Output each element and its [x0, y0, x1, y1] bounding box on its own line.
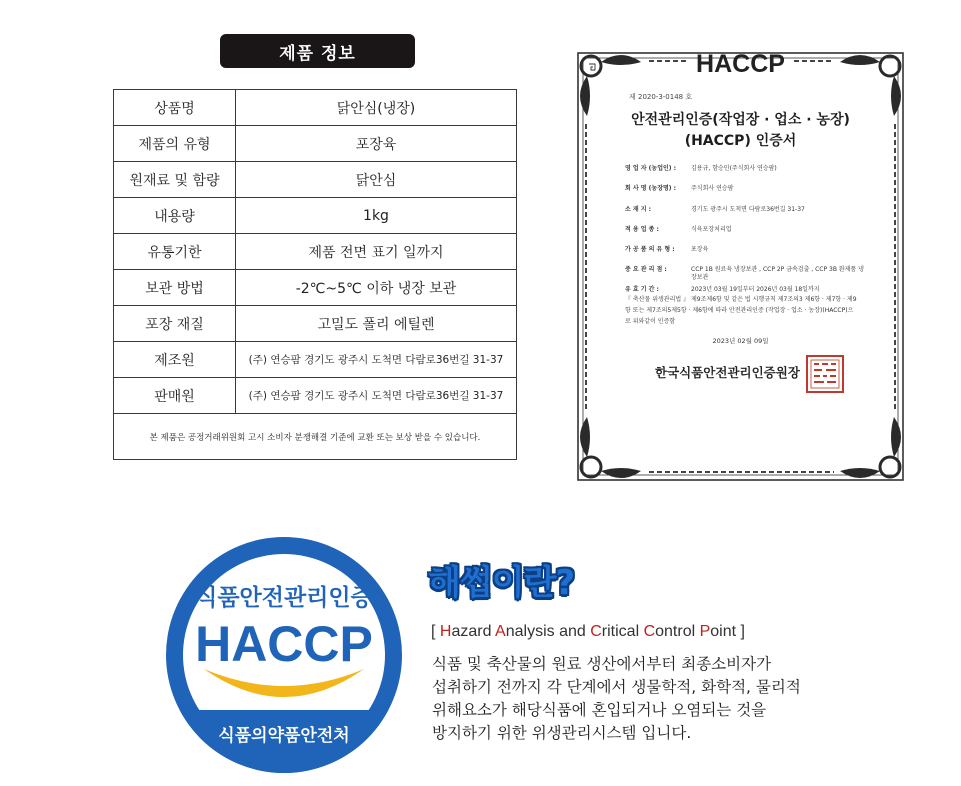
row-value-product-name: 닭안심(냉장): [236, 90, 517, 126]
certificate-title: [569, 110, 912, 152]
acronym-close: ]: [736, 623, 745, 640]
row-value-net-weight: 1kg: [236, 198, 517, 234]
certificate-brand: HACCP: [696, 50, 785, 78]
certificate-issuer: 한국식품안전관리인증원장: [655, 365, 800, 380]
product-info-title: 제품 정보: [220, 34, 415, 68]
description-line: 섭취하기 전까지 각 단계에서 생물학적, 화학적, 물리적: [432, 678, 801, 696]
row-label-seller: 판매원: [114, 378, 236, 414]
haccp-description: [432, 653, 852, 745]
description-line: 식품 및 축산물의 원료 생산에서부터 최종소비자가: [432, 655, 772, 673]
table-row: [114, 90, 517, 126]
row-label-net-weight: 내용량: [114, 198, 236, 234]
certificate-field: [625, 206, 865, 214]
certificate-title-line1: 안전관리인증(작업장 · 업소 · 농장): [631, 112, 850, 128]
row-value-expiry: 제품 전면 표기 일까지: [236, 234, 517, 270]
acronym-a: A: [495, 623, 506, 640]
acronym-a-rest: nalysis and: [505, 623, 591, 640]
row-label-expiry: 유통기한: [114, 234, 236, 270]
certificate-date: 2023년 02월 09일: [712, 337, 769, 345]
logo-bottom-text: 식품의약품안전처: [218, 726, 350, 746]
description-line: 방지하기 위한 위생관리시스템 입니다.: [432, 724, 692, 742]
row-value-ingredients: 닭안심: [236, 162, 517, 198]
field-key: 영 업 자 (농업인) :: [625, 165, 677, 172]
official-seal-icon: [805, 354, 845, 394]
row-label-packaging: 포장 재질: [114, 306, 236, 342]
row-label-ingredients: 원재료 및 함량: [114, 162, 236, 198]
certificate-field: [625, 165, 865, 173]
certificate-number: 제 2020-3-0148 호: [629, 93, 693, 101]
field-key: 가 공 품 의 유 형 :: [625, 246, 675, 254]
table-row: [114, 126, 517, 162]
acronym-open: [: [431, 623, 440, 640]
certificate-field: [625, 266, 865, 282]
field-value: 김용규, 함승민(주식회사 연승팜): [691, 165, 777, 172]
table-row: [114, 198, 517, 234]
row-label-type: 제품의 유형: [114, 126, 236, 162]
row-value-storage: -2℃~5℃ 이하 냉장 보관: [236, 270, 517, 306]
field-key: 회 사 명 (농장명) :: [625, 185, 677, 193]
acronym-c: C: [590, 623, 602, 640]
table-row: [114, 162, 517, 198]
logo-top-text: 식품안전관리인증: [195, 585, 373, 611]
table-row: [114, 270, 517, 306]
table-row: [114, 306, 517, 342]
acronym-p-rest: oint: [710, 623, 737, 640]
acronym-p: P: [699, 623, 711, 640]
certificate-body: 『 축산물 위생관리법 』 제9조제6항 및 같은 법 시행규칙 제7조의3 제6항 · 제7항 · 제9항 또는 제7조의5제5항 · 제6항에 따라 안전관리인증 (작업장 · 업소 · 농장)(HACCP)으로 위와같이 인증함: [625, 296, 857, 325]
row-value-packaging: 고밀도 폴리 에틸렌: [236, 306, 517, 342]
table-row: [114, 234, 517, 270]
what-is-haccp-heading: 해썹이란?: [428, 563, 575, 603]
row-value-manufacturer: (주) 연승팜 경기도 광주시 도척면 다람로36번길 31-37: [236, 342, 517, 378]
certificate-field: [625, 226, 865, 234]
certificate-fields: [625, 165, 865, 307]
certificate-field: [625, 185, 865, 193]
field-value: 2023년 03월 19일부터 2026년 03월 18일까지: [691, 286, 820, 294]
table-row: [114, 378, 517, 414]
acronym-h: H: [439, 623, 452, 640]
field-value: 주식회사 연승팜: [691, 185, 734, 193]
table-row: [114, 414, 517, 460]
certificate-field: [625, 246, 865, 254]
product-info-table: [113, 89, 517, 460]
row-value-seller: (주) 연승팜 경기도 광주시 도척면 다람로36번길 31-37: [236, 378, 517, 414]
haccp-certificate: [569, 44, 912, 489]
haccp-logo: [164, 535, 404, 775]
acronym-c-rest: ritical: [601, 623, 644, 640]
field-key: 중 요 관 리 점 :: [625, 266, 667, 274]
row-label-storage: 보관 방법: [114, 270, 236, 306]
haccp-acronym: [431, 623, 745, 641]
field-key: 적 용 업 종 :: [625, 225, 659, 233]
consumer-notice: 본 제품은 공정거래위원회 고시 소비자 분쟁해결 기준에 교환 또는 보상 받을 수 있습니다.: [114, 414, 517, 460]
acronym-h-rest: azard: [451, 623, 496, 640]
field-key: 유 효 기 간 :: [625, 286, 659, 294]
acronym-c2: C: [643, 623, 656, 640]
logo-main-text: HACCP: [195, 616, 373, 672]
row-value-type: 포장육: [236, 126, 517, 162]
row-label-manufacturer: 제조원: [114, 342, 236, 378]
field-value: 식육포장처리업: [691, 225, 732, 233]
field-value: CCP 1B 원료육 냉장보관 , CCP 2P 금속검출 , CCP 3B 완제품 냉장보관: [691, 266, 864, 282]
table-row: [114, 342, 517, 378]
field-key: 소 재 지 :: [625, 205, 652, 213]
field-value: 경기도 광주시 도척면 다람로36번길 31-37: [691, 205, 805, 213]
field-value: 포장육: [691, 246, 709, 254]
acronym-c2-rest: ontrol: [655, 623, 700, 640]
row-label-product-name: 상품명: [114, 90, 236, 126]
certificate-title-line2: (HACCP) 인증서: [684, 133, 797, 149]
description-line: 위해요소가 해당식품에 혼입되거나 오염되는 것을: [432, 701, 767, 719]
